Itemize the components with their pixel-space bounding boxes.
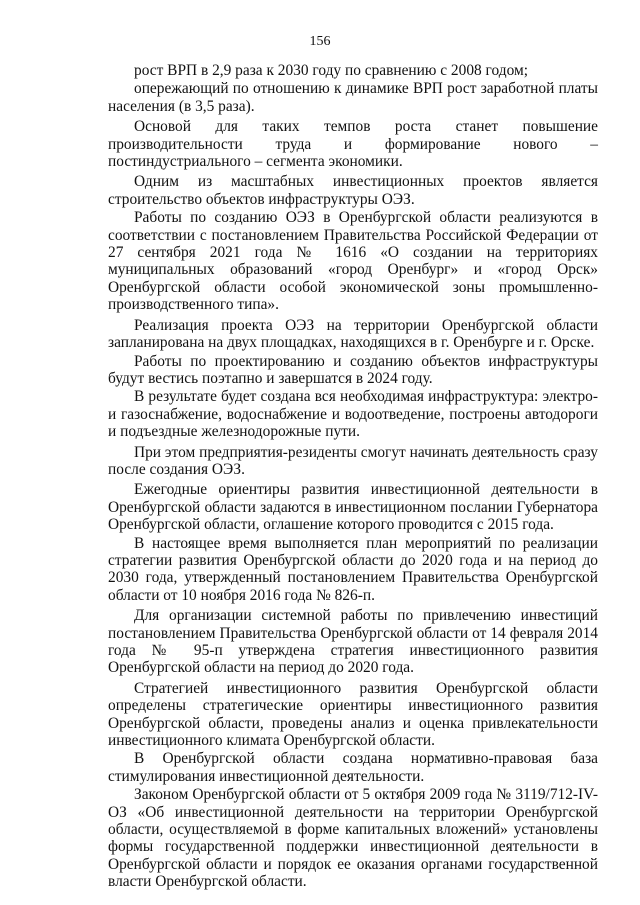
paragraph-15: Законом Оренбургской области от 5 октября 2009 года № 3119/712-IV-ОЗ «Об инвестиционной деятельности на территории Оренбургской области, осуществляемой в форме капитальных вложений» установлены формы государственной поддержки инвестиционной деятельности в Оренбургской области и порядок ее оказания органами государственной власти Оренбургской области.	[108, 786, 598, 891]
paragraph-2: опережающий по отношению к динамике ВРП рост заработной платы населения (в 3,5 раза).	[108, 80, 598, 115]
paragraph-13: Стратегией инвестиционного развития Оренбургской области определены стратегические ориентиры инвестиционного развития Оренбургской области, проведены анализ и оценка привлекательности инвестиционного климата Оренбургской области.	[108, 679, 598, 750]
paragraph-10: Ежегодные ориентиры развития инвестиционной деятельности в Оренбургской области задаются в инвестиционном послании Губернатора Оренбургской области, оглашение которого проводится с 2015 года.	[108, 481, 598, 534]
paragraph-1: рост ВРП в 2,9 раза к 2030 году по сравнению с 2008 годом;	[134, 62, 528, 79]
paragraph-3: Основой для таких темпов роста станет повышение производительности труда и формирование нового – постиндустриального – сегмента экономики.	[108, 118, 598, 171]
paragraph-9: При этом предприятия-резиденты смогут начинать деятельность сразу после создания ОЭЗ.	[108, 443, 598, 478]
paragraph-6: Реализация проекта ОЭЗ на территории Оренбургской области запланирована на двух площадках, находящихся в г. Оренбурге и г. Орске.	[108, 316, 598, 352]
paragraph-8: В результате будет создана вся необходимая инфраструктура: электро- и газоснабжение, водоснабжение и водоотведение, построены автодороги и подъездные железнодорожные пути.	[108, 388, 598, 441]
paragraph-12: Для организации системной работы по привлечению инвестиций постановлением Правительства Оренбургской области от 14 февраля 2014 года № 95-п утверждена стратегия инвестиционного развития Оренбургской области на период до 2020 года.	[108, 607, 598, 677]
paragraph-7: Работы по проектированию и созданию объектов инфраструктуры будут вестись поэтапно и завершатся в 2024 году.	[108, 352, 598, 387]
paragraph-11: В настоящее время выполняется план мероприятий по реализации стратегии развития Оренбургской области до 2020 года и на период до 2030 года, утвержденный постановлением Правительства Оренбургской области от 10 ноября 2016 года № 826-п.	[108, 534, 598, 604]
paragraph-5: Работы по созданию ОЭЗ в Оренбургской области реализуются в соответствии с постановлением Правительства Российской Федерации от 27 сентября 2021 года № 1616 «О создании на территориях муниципальных образований «город Оренбург» и «город Орск» Оренбургской области особой экономической зоны промышленно-производственного типа».	[108, 209, 598, 314]
paragraph-4: Одним из масштабных инвестиционных проектов является строительство объектов инфраструктуры ОЭЗ.	[108, 173, 598, 208]
paragraph-14: В Оренбургской области создана нормативно-правовая база стимулирования инвестиционной деятельности.	[108, 750, 598, 785]
page-number: 156	[309, 34, 331, 49]
body-text	[108, 62, 598, 891]
